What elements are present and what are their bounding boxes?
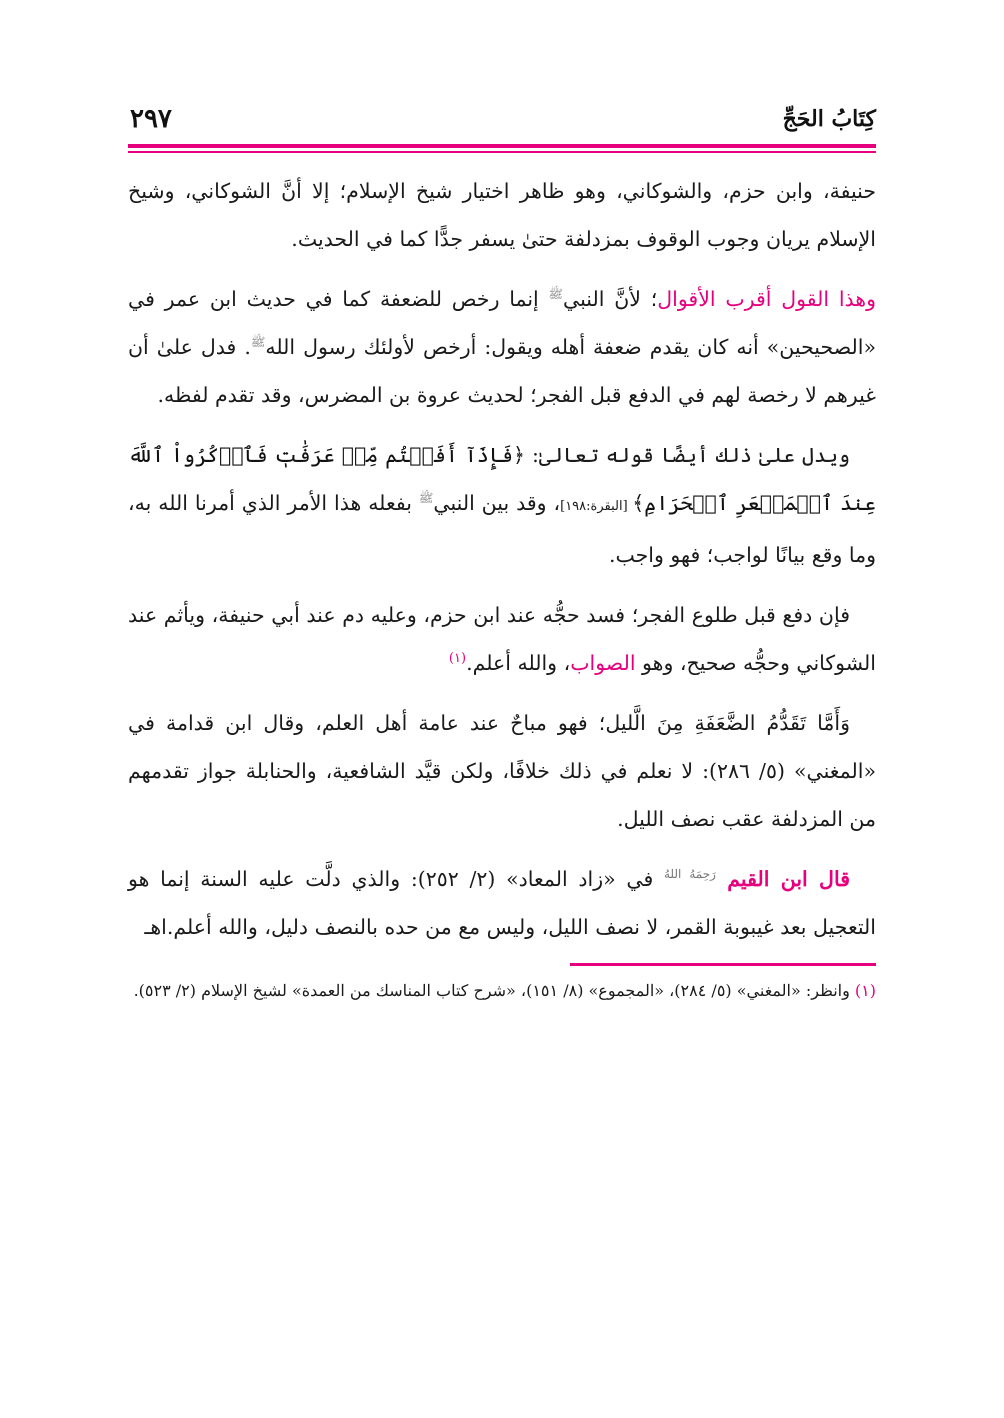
paragraph-1 <box>128 167 876 263</box>
header-rule-thin <box>128 151 876 153</box>
honorific-glyph: ﷺ <box>250 335 266 350</box>
paragraph-4-text-a: فإن دفع قبل طلوع الفجر؛ فسد حجُّه عند ابن حزم، وعليه دم عند أبي حنيفة، ويأثم عند الشوكاني وحجُّه صحيح، وهو <box>128 603 876 675</box>
page-header <box>128 100 876 144</box>
footnote <box>128 976 876 1006</box>
header-rule-thick <box>128 144 876 148</box>
paragraph-2-text-c: . فدل علىٰ أن غيرهم لا رخصة لهم في الدفع قبل الفجر؛ لحديث عروة بن المضرس، وقد تقدم لفظه. <box>128 335 876 407</box>
footnote-number: (١) <box>854 981 876 1000</box>
footnote-text: وانظر: «المغني» (٥/ ٢٨٤)، «المجموع» (٨/ ١٥١)، «شرح كتاب المناسك من العمدة» لشيخ الإسلام (٢/ ٥٢٣). <box>133 981 855 1000</box>
paragraph-6-text: في «زاد المعاد» (٢/ ٢٥٢): والذي دلَّت عليه السنة إنما هو التعجيل بعد غيبوبة القمر، لا نصف الليل، وليس مع من حده بالنصف دليل، والله أعلم.اهـ <box>128 867 876 939</box>
honorific-glyph: ﷺ <box>548 287 564 302</box>
paragraph-3 <box>128 431 876 579</box>
paragraph-3-text-a: ويدل علىٰ ذلك أيضًا قوله تعالىٰ: <box>524 443 850 467</box>
paragraph-1-text: حنيفة، وابن حزم، والشوكاني، وهو ظاهر اختيار شيخ الإسلام؛ إلا أنَّ الشوكاني، وشيخ الإسلام يريان وجوب الوقوف بمزدلفة حتىٰ يسفر جدًّا كما في الحديث. <box>128 179 876 251</box>
footnote-divider <box>570 963 876 966</box>
book-title: كِتَابُ الحَجِّ <box>782 106 876 132</box>
footnote-marker[interactable]: (١) <box>448 651 467 667</box>
paragraph-5-text: وَأَمَّا تَقَدُّمُ الضَّعَفَةِ مِنَ الَّليل؛ فهو مباحٌ عند عامة أهل العلم، وقال ابن قدامة في «المغني» (٥/ ٢٨٦): لا نعلم في ذلك خلافًا، ولكن قيَّد الشافعية، والحنابلة جواز تقدمهم من المزدلفة عقب نصف الليل. <box>128 711 876 831</box>
paragraph-3-text-b: ، وقد بين النبي <box>433 491 561 515</box>
page-number: ٢٩٧ <box>130 104 172 134</box>
highlighted-phrase: وهذا القول أقرب الأقوال <box>657 287 876 311</box>
quran-verse: ﴿فَإِذَآ أَفَضۡتُم مِّنۡ عَرَفَٰتٖ فَٱذۡكُرُواْ ٱللَّهَ عِندَ ٱلۡمَشۡعَرِ ٱلۡحَرَامِ﴾ <box>128 443 876 515</box>
paragraph-3-text-c: بفعله هذا الأمر الذي أمرنا الله به، وما وقع بيانًا لواجب؛ فهو واجب. <box>128 491 876 567</box>
paragraph-2-text-a: ؛ لأنَّ النبي <box>563 287 658 311</box>
verse-reference: [البقرة:١٩٨] <box>560 499 633 514</box>
paragraph-4 <box>128 591 876 687</box>
paragraph-2-text-b: إنما رخص للضعفة كما في حديث ابن عمر في «الصحيحين» أنه كان يقدم ضعفة أهله ويقول: أرخص لأولئك رسول الله <box>128 287 876 359</box>
quoted-scholar: قال ابن القيم <box>715 867 850 891</box>
page <box>128 100 876 1006</box>
honorific-glyph: رَحِمَهُ اللهُ <box>663 867 716 882</box>
paragraph-4-text-b: ، والله أعلم. <box>466 651 571 675</box>
paragraph-5 <box>128 699 876 843</box>
highlighted-word: الصواب <box>570 651 636 675</box>
paragraph-2 <box>128 275 876 419</box>
body-text <box>128 167 876 951</box>
paragraph-6 <box>128 855 876 951</box>
honorific-glyph: ﷺ <box>418 491 434 506</box>
